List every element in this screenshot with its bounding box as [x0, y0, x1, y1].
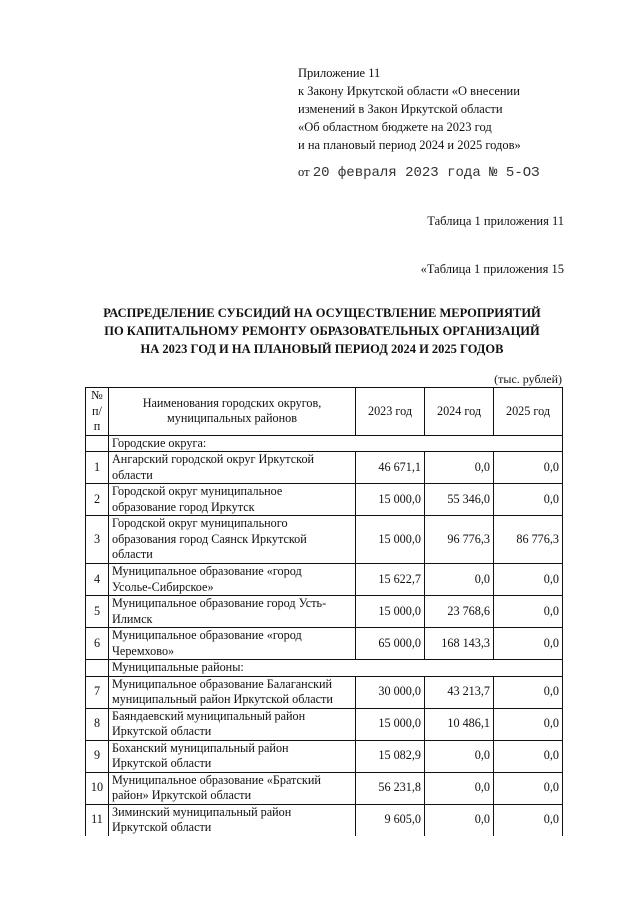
- table-row: [86, 740, 563, 772]
- row-num: 6: [86, 628, 109, 660]
- row-name-line: образование город Иркутск: [112, 499, 255, 514]
- header-2023: 2023 год: [356, 388, 425, 436]
- row-num: 3: [86, 516, 109, 564]
- row-name: [109, 708, 356, 740]
- row-2024: 23 768,6: [425, 596, 494, 628]
- table-row: [86, 484, 563, 516]
- row-2025: 0,0: [494, 452, 563, 484]
- annex-line: «Об областном бюджете на 2023 год: [298, 120, 492, 134]
- title-line: ПО КАПИТАЛЬНОМУ РЕМОНТУ ОБРАЗОВАТЕЛЬНЫХ ОРГАНИЗАЦИЙ: [104, 324, 540, 338]
- table-row: [86, 804, 563, 836]
- row-2025: 86 776,3: [494, 516, 563, 564]
- table-reference-quoted: «Таблица 1 приложения 15: [420, 262, 564, 276]
- row-name-line: Муниципальное образование Балаганский: [112, 676, 333, 691]
- table-row: [86, 596, 563, 628]
- row-2024: 0,0: [425, 564, 494, 596]
- row-name-line: Зиминский муниципальный район: [112, 804, 292, 819]
- row-2023: 56 231,8: [356, 772, 425, 804]
- header-2025: 2025 год: [494, 388, 563, 436]
- row-name-line: Ангарский городской округ Иркутской: [112, 452, 315, 466]
- row-name-line: Баяндаевский муниципальный район: [112, 708, 306, 723]
- row-num: 11: [86, 804, 109, 836]
- table-reference: Таблица 1 приложения 11: [427, 214, 564, 228]
- subsidy-table: [85, 387, 563, 836]
- row-2023: 15 082,9: [356, 740, 425, 772]
- annex-line: изменений в Закон Иркутской области: [298, 102, 503, 116]
- row-2025: 0,0: [494, 804, 563, 836]
- row-2023: 30 000,0: [356, 676, 425, 708]
- row-2023: 15 000,0: [356, 596, 425, 628]
- row-name: [109, 804, 356, 836]
- row-name-line: образования город Саянск Иркутской: [112, 531, 307, 546]
- title-line: РАСПРЕДЕЛЕНИЕ СУБСИДИЙ НА ОСУЩЕСТВЛЕНИЕ МЕРОПРИЯТИЙ: [103, 306, 541, 320]
- row-2025: 0,0: [494, 628, 563, 660]
- row-2023: 15 000,0: [356, 484, 425, 516]
- row-name-line: муниципальный район Иркутской области: [112, 692, 333, 706]
- document-title: [80, 304, 564, 358]
- row-name-line: Муниципальное образование город Усть-: [112, 596, 327, 610]
- header-num-line: №: [91, 388, 103, 402]
- row-2025: 0,0: [494, 676, 563, 708]
- header-name-line: Наименования городских округов,: [142, 395, 322, 410]
- row-name-line: Муниципальное образование «Братский: [112, 772, 321, 787]
- group-label: Муниципальные районы:: [109, 660, 563, 677]
- row-num: 4: [86, 564, 109, 596]
- row-name-line: Боханский муниципальный район: [112, 740, 289, 755]
- table-row: [86, 628, 563, 660]
- row-num: 5: [86, 596, 109, 628]
- group-row: [86, 660, 563, 677]
- annex-line: и на плановый период 2024 и 2025 годов»: [298, 138, 521, 152]
- row-2024: 0,0: [425, 452, 494, 484]
- table-row: [86, 708, 563, 740]
- header-num-line: п/п: [92, 403, 102, 433]
- header-name: [109, 388, 356, 436]
- row-name: [109, 484, 356, 516]
- row-name: [109, 628, 356, 660]
- row-name-line: Илимск: [112, 611, 153, 626]
- annex-line: Приложение 11: [298, 66, 381, 80]
- row-name: [109, 772, 356, 804]
- row-2023: 15 622,7: [356, 564, 425, 596]
- row-2024: 43 213,7: [425, 676, 494, 708]
- row-2023: 15 000,0: [356, 708, 425, 740]
- row-name-line: Черемхово»: [112, 643, 175, 658]
- row-name-line: Иркутской области: [112, 756, 212, 770]
- row-name-line: Муниципальное образование «город: [112, 564, 302, 578]
- header-2024: 2024 год: [425, 388, 494, 436]
- row-2024: 168 143,3: [425, 628, 494, 660]
- row-name: [109, 564, 356, 596]
- row-num: 2: [86, 484, 109, 516]
- units-label: (тыс. рублей): [494, 372, 562, 386]
- row-name-line: области: [112, 547, 153, 562]
- row-2024: 10 486,1: [425, 708, 494, 740]
- row-2025: 0,0: [494, 740, 563, 772]
- group-num-cell: [86, 660, 109, 677]
- header-num: [86, 388, 109, 436]
- table-row: [86, 452, 563, 484]
- row-2023: 9 605,0: [356, 804, 425, 836]
- row-name: [109, 740, 356, 772]
- row-2025: 0,0: [494, 564, 563, 596]
- header-name-line: муниципальных районов: [167, 411, 297, 426]
- row-name-line: Городской округ муниципальное: [112, 484, 283, 498]
- row-2024: 0,0: [425, 740, 494, 772]
- table-row: [86, 772, 563, 804]
- row-name-line: Усолье-Сибирское»: [112, 579, 214, 594]
- row-name-line: Иркутской области: [112, 820, 212, 834]
- row-2024: 96 776,3: [425, 516, 494, 564]
- row-name-line: Муниципальное образование «город: [112, 628, 302, 642]
- annex-line: к Закону Иркутской области «О внесении: [298, 84, 520, 98]
- date-value: 20 февраля 2023 года № 5-ОЗ: [312, 165, 540, 181]
- group-num-cell: [86, 435, 109, 452]
- row-2024: 0,0: [425, 804, 494, 836]
- row-name-line: Иркутской области: [112, 724, 212, 738]
- row-2025: 0,0: [494, 484, 563, 516]
- row-num: 10: [86, 772, 109, 804]
- law-date: [298, 165, 540, 181]
- row-2023: 65 000,0: [356, 628, 425, 660]
- row-name-line: области: [112, 467, 153, 482]
- row-2024: 55 346,0: [425, 484, 494, 516]
- row-2023: 46 671,1: [356, 452, 425, 484]
- row-2024: 0,0: [425, 772, 494, 804]
- date-prefix: от: [298, 165, 310, 179]
- row-name: [109, 596, 356, 628]
- row-2025: 0,0: [494, 596, 563, 628]
- row-num: 8: [86, 708, 109, 740]
- group-row: [86, 435, 563, 452]
- row-name-line: район» Иркутской области: [112, 788, 252, 802]
- row-num: 7: [86, 676, 109, 708]
- row-name: [109, 676, 356, 708]
- group-label: Городские округа:: [109, 435, 563, 452]
- table-row: [86, 676, 563, 708]
- table-row: [86, 516, 563, 564]
- row-2025: 0,0: [494, 772, 563, 804]
- table-row: [86, 564, 563, 596]
- row-2023: 15 000,0: [356, 516, 425, 564]
- row-2025: 0,0: [494, 708, 563, 740]
- annex-block: [298, 64, 521, 154]
- row-name-line: Городской округ муниципального: [112, 516, 288, 531]
- row-num: 9: [86, 740, 109, 772]
- row-name: [109, 516, 356, 564]
- row-name: [109, 452, 356, 484]
- row-num: 1: [86, 452, 109, 484]
- title-line: НА 2023 ГОД И НА ПЛАНОВЫЙ ПЕРИОД 2024 И 2025 ГОДОВ: [140, 342, 504, 356]
- table-header-row: [86, 388, 563, 436]
